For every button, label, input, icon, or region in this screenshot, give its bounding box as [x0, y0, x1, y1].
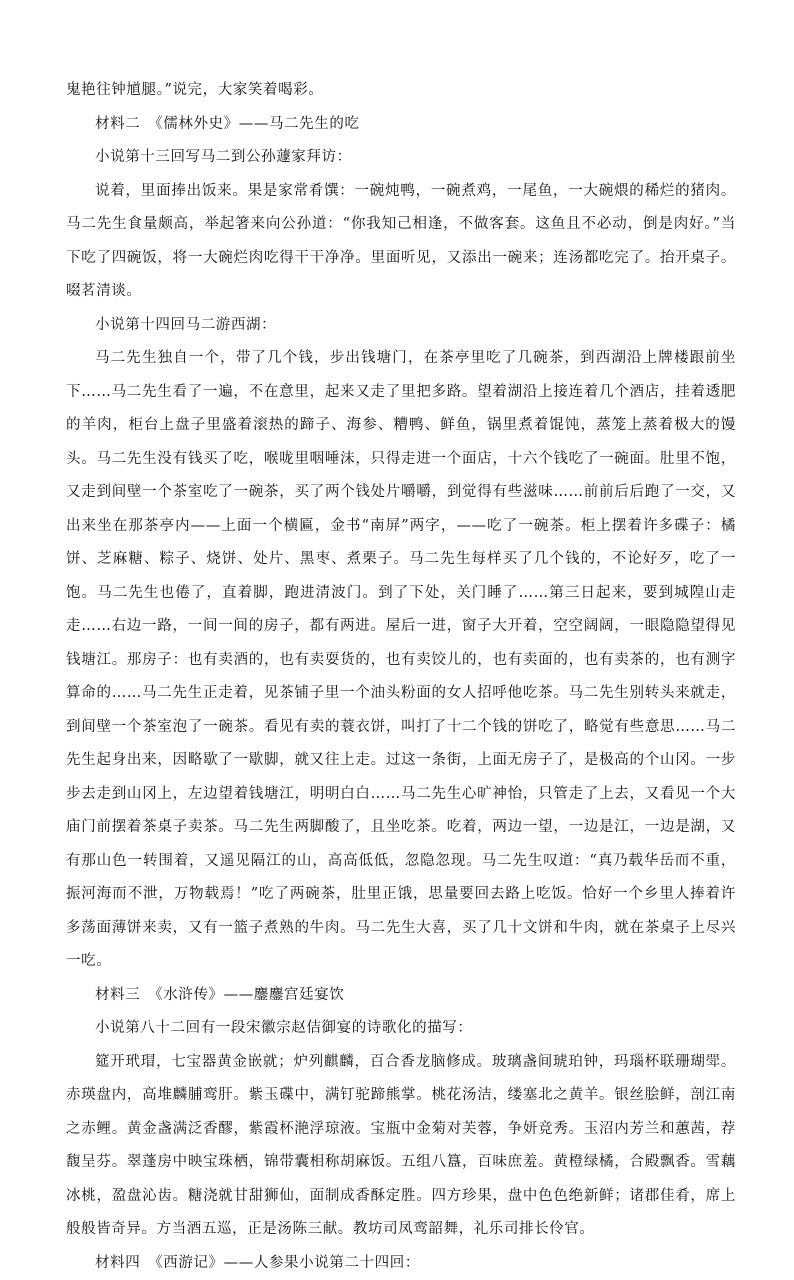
material-four-heading: 材料四 《西游记》——人参果小说第二十四回： — [66, 1247, 736, 1280]
material-three-heading: 材料三 《水浒传》——鏖鏖宫廷宴饮 — [66, 979, 736, 1013]
chapter-82-passage: 筵开玳瑁，七宝器黄金嵌就；炉列麒麟，百合香龙脑修成。玻璃盏间琥珀钟，玛瑙杯联珊瑚斝。赤瑛盘内，高堆麟脯鸾肝。紫玉碟中，满钉驼蹄熊掌。桃花汤洁，缕塞北之黄羊。银丝脍鲜，剖江南之赤鲤。黄金盏满泛香醪，紫霞杯滟浮琼液。宝瓶中金菊对芙蓉，争妍竞秀。玉沼内芳兰和蕙茜，荐馥呈芬。翠蓬房中映宝珠栖，锦带囊相称胡麻饭。五组八簋，百味庶羞。黄橙绿橘，合殿飘香。雪藕冰桃，盈盘沁齿。糖浇就甘甜狮仙，面制成香酥定胜。四方珍果，盘中色色绝新鲜；诸郡佳肴，席上般般皆奇异。方当酒五巡，正是汤陈三献。教坊司凤鸾韶舞，礼乐司排长伶官。 — [66, 1046, 736, 1247]
chapter-13-intro: 小说第十三回写马二到公孙蘧家拜访： — [66, 141, 736, 175]
chapter-82-intro: 小说第八十二回有一段宋徽宗赵佶御宴的诗歌化的描写： — [66, 1012, 736, 1046]
chapter-14-intro: 小说第十四回马二游西湖： — [66, 309, 736, 343]
material-two-heading: 材料二 《儒林外史》——马二先生的吃 — [66, 108, 736, 142]
chapter-14-passage: 马二先生独自一个，带了几个钱，步出钱塘门，在茶亭里吃了几碗茶，到西湖沿上牌楼跟前坐下……马二先生看了一遍，不在意里，起来又走了里把多路。望着湖沿上接连着几个酒店，挂着透肥的羊肉，柜台上盘子里盛着滚热的蹄子、海参、糟鸭、鲜鱼，锅里煮着馄饨，蒸笼上蒸着极大的馒头。马二先生没有钱买了吃，喉咙里咽唾沫，只得走进一个面店，十六个钱吃了一碗面。肚里不饱，又走到间壁一个茶室吃了一碗茶，买了两个钱处片嚼嚼，到觉得有些滋味……前前后后跑了一交，又出来坐在那茶亭内——上面一个横匾，金书“南屏”两字，——吃了一碗茶。柜上摆着许多碟子：橘饼、芝麻糖、粽子、烧饼、处片、黑枣、煮栗子。马二先生每样买了几个钱的，不论好歹，吃了一饱。马二先生也倦了，直着脚，跑进清波门。到了下处，关门睡了……第三日起来，要到城隍山走走……右边一路，一间一间的房子，都有两进。屋后一进，窗子大开着，空空阔阔，一眼隐隐望得见钱塘江。那房子：也有卖酒的，也有卖耍货的，也有卖饺儿的，也有卖面的，也有卖茶的，也有测字算命的……马二先生正走着，见茶铺子里一个油头粉面的女人招呼他吃茶。马二先生别转头来就走，到间壁一个茶室泡了一碗茶。看见有卖的蓑衣饼，叫打了十二个钱的饼吃了，略觉有些意思……马二先生起身出来，因略歇了一歇脚，就又往上走。过这一条街，上面无房子了，是极高的个山冈。一步步去走到山冈上，左边望着钱塘江，明明白白……马二先生心旷神怡，只管走了上去，又看见一个大庙门前摆着茶桌子卖茶。马二先生两脚酸了，且坐吃茶。吃着，两边一望，一边是江，一边是湖，又有那山色一转围着，又遥见隔江的山，高高低低，忽隐忽现。马二先生叹道：“真乃载华岳而不重，振河海而不泄，万物载焉！”吃了两碗茶，肚里正饿，思量要回去路上吃饭。恰好一个乡里人捧着许多荡面薄饼来卖，又有一篮子煮熟的牛肉。马二先生大喜，买了几十文饼和牛肉，就在茶桌子上尽兴一吃。 — [66, 342, 736, 979]
chapter-13-passage: 说着，里面捧出饭来。果是家常肴馔：一碗炖鸭，一碗煮鸡，一尾鱼，一大碗煨的稀烂的猪肉。马二先生食量颇高，举起箸来向公孙道：“你我知己相逢，不做客套。这鱼且不必动，倒是肉好。”当下吃了四碗饭，将一大碗烂肉吃得干干净净。里面听见，又添出一碗来；连汤都吃完了。抬开桌子。啜茗清谈。 — [66, 175, 736, 309]
paragraph-continuation: 鬼艳往钟馗腿。”说完，大家笑着喝彩。 — [66, 74, 736, 108]
document-page — [66, 74, 736, 1280]
